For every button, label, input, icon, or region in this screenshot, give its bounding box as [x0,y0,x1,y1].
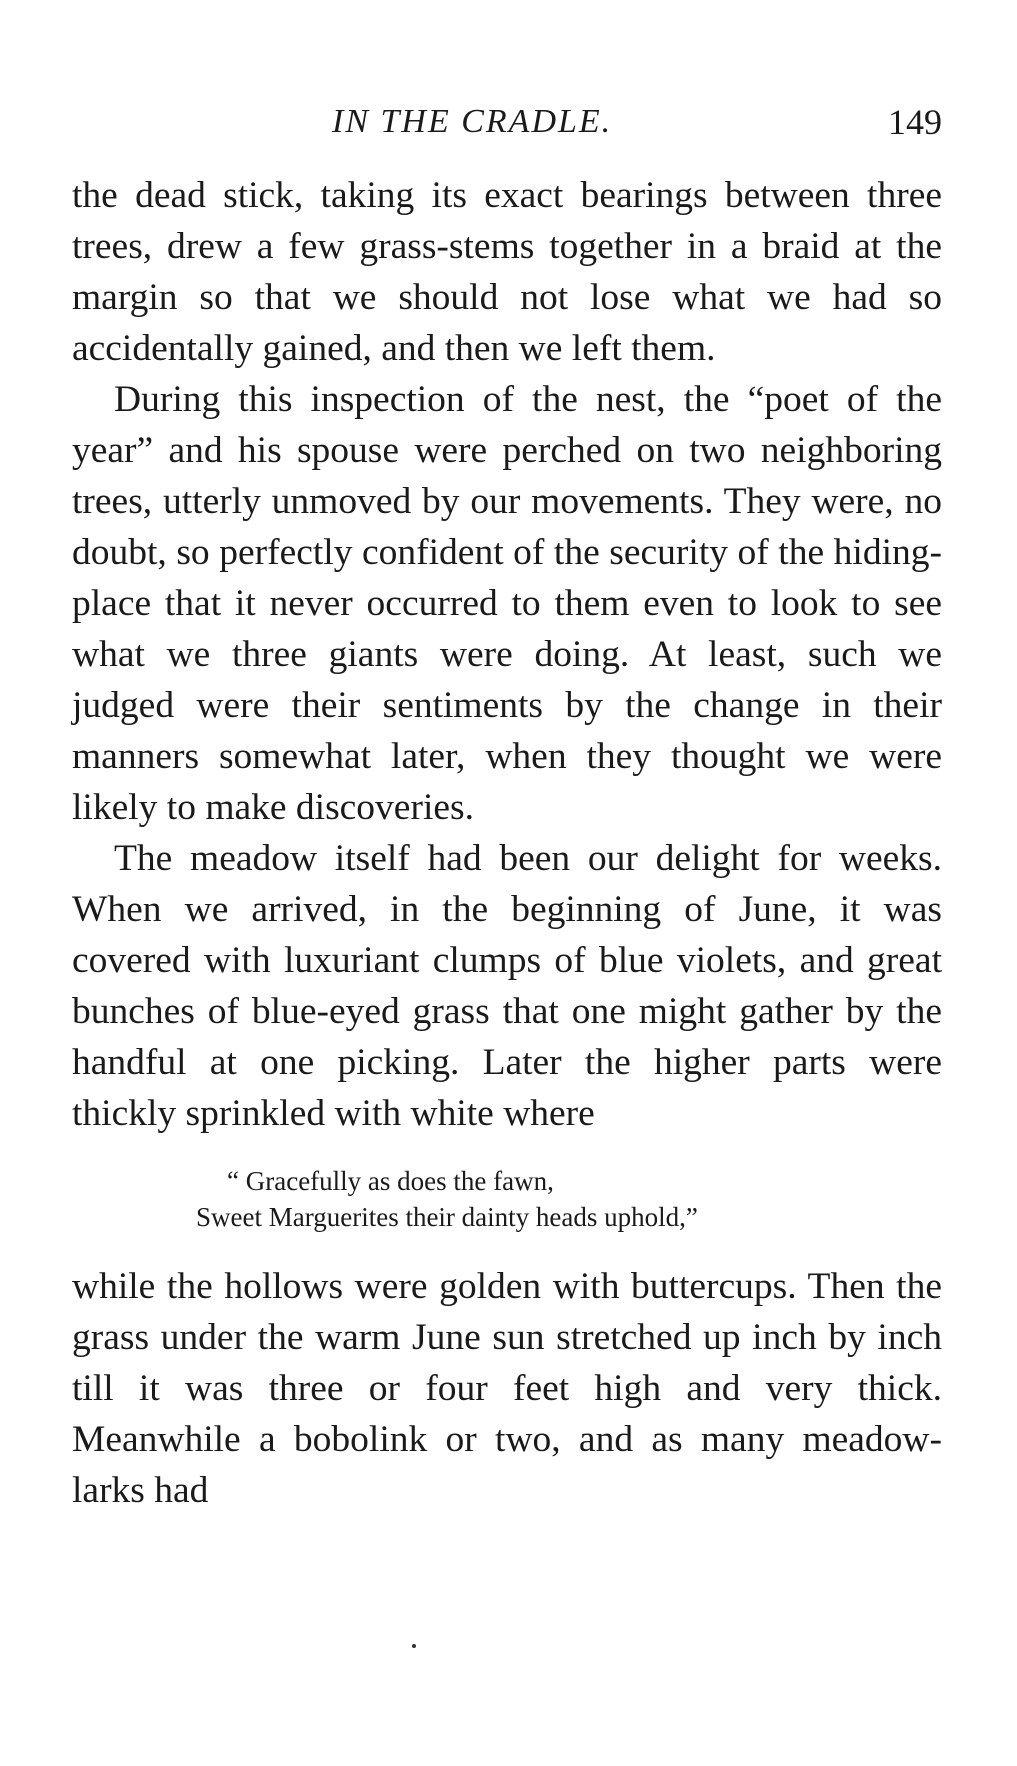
page-header [72,98,942,146]
paragraph-buttercups: while the hollows were golden with buttercups. Then the grass under the warm June sun stretched up inch by inch till it was three or four feet high and very thick. Meanwhile a bobolink or two, and as many meadow-larks had [72,1266,942,1511]
verse-line-2: Sweet Marguerites their dainty heads uphold,” [196,1202,698,1232]
ink-speck [412,1644,416,1648]
paragraph-meadow: The meadow itself had been our delight for weeks. When we arrived, in the beginning of June, it was covered with luxuriant clumps of blue violets, and great bunches of blue-eyed grass that one might gather by the handful at one picking. Later the higher parts were thickly sprinkled with white where [72,838,942,1134]
running-title: IN THE CRADLE. [332,103,613,140]
paragraph-continued: the dead stick, taking its exact bearings between three trees, drew a few grass-stems together in a braid at the margin so that we should not lose what we had so accidentally gained, and then we left them. [72,175,942,369]
page-body [72,170,942,1516]
verse-quotation [72,1163,942,1235]
page-number: 149 [888,102,942,142]
verse-line-1: “ Gracefully as does the fawn, [227,1166,554,1196]
paragraph-inspection: During this inspection of the nest, the “poet of the year” and his spouse were perched on two neighboring trees, utterly unmoved by our movements. They were, no doubt, so perfectly confident of the security of the hiding-place that it never occurred to them even to look to see what we three giants were doing. At least, such we judged were their sentiments by the change in their manners somewhat later, when they thought we were likely to make discoveries. [72,379,942,828]
